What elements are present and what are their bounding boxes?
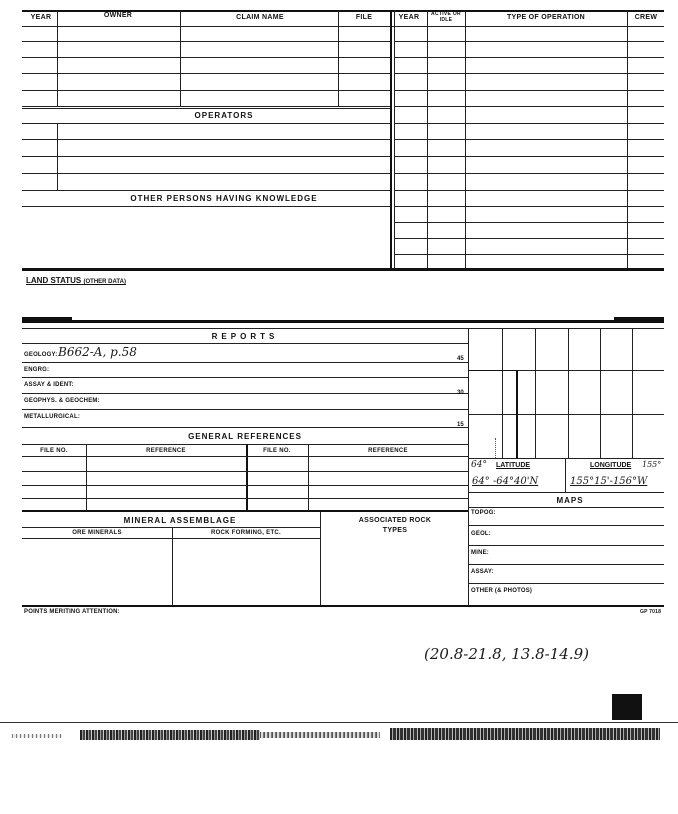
col-claim-name-header: CLAIM NAME bbox=[236, 14, 284, 21]
gr-file-no-2: FILE NO. bbox=[263, 448, 291, 454]
gr-file-no-1: FILE NO. bbox=[40, 448, 68, 454]
col-year2-header: YEAR bbox=[398, 14, 420, 21]
geophys-geochem-label: GEOPHYS. & GEOCHEM: bbox=[24, 398, 100, 404]
mineral-assemblage-title: MINERAL ASSEMBLAGE bbox=[123, 516, 237, 525]
longitude-value: 155°15'-156°W bbox=[570, 476, 648, 487]
rock-forming-header: ROCK FORMING, ETC. bbox=[210, 530, 282, 536]
coordinate-annotation: (20.8-21.8, 13.8-14.9) bbox=[424, 645, 589, 663]
maps-topog: TOPOG: bbox=[471, 510, 496, 516]
scan-noise bbox=[0, 688, 678, 758]
geology-label: GEOLOGY: bbox=[24, 352, 58, 358]
maps-title: MAPS bbox=[556, 496, 584, 505]
geology-value: B662-A, p.58 bbox=[58, 345, 137, 359]
lon-prefix: 155° bbox=[642, 460, 662, 469]
maps-mine: MINE: bbox=[471, 550, 489, 556]
gr-reference-2: REFERENCE bbox=[368, 448, 408, 454]
assay-ident-label: ASSAY & IDENT: bbox=[24, 382, 74, 388]
reports-title: REPORTS bbox=[211, 332, 279, 341]
gr-reference-1: REFERENCE bbox=[146, 448, 186, 454]
scale-45: 45 bbox=[457, 356, 464, 362]
general-references-title: GENERAL REFERENCES bbox=[188, 432, 302, 441]
associated-rock-types-header: ASSOCIATED ROCK TYPES bbox=[358, 517, 432, 534]
operators-title: OPERATORS bbox=[194, 111, 254, 120]
land-status-label: LAND STATUS (OTHER DATA) bbox=[26, 276, 126, 285]
longitude-label: LONGITUDE bbox=[590, 462, 632, 469]
points-meriting-attention: POINTS MERITING ATTENTION: bbox=[24, 609, 120, 615]
col-active-header: ACTIVE OR IDLE bbox=[431, 11, 461, 23]
lat-prefix: 64° bbox=[471, 460, 487, 470]
ore-minerals-header: ORE MINERALS bbox=[72, 530, 122, 536]
latitude-label: LATITUDE bbox=[496, 462, 531, 469]
scale-15: 15 bbox=[457, 422, 464, 428]
form-number: GP 7018 bbox=[640, 609, 662, 615]
maps-assay: ASSAY: bbox=[471, 569, 494, 575]
col-type-of-operation-header: TYPE OF OPERATION bbox=[506, 14, 586, 21]
engrg-label: ENGRG: bbox=[24, 367, 50, 373]
col-year-header: YEAR bbox=[30, 14, 52, 21]
other-persons-title: OTHER PERSONS HAVING KNOWLEDGE bbox=[130, 194, 318, 203]
scale-30: 30 bbox=[457, 390, 464, 396]
col-file-header: FILE bbox=[355, 14, 373, 21]
maps-other: OTHER (& PHOTOS) bbox=[471, 588, 533, 594]
col-crew-header: CREW bbox=[634, 14, 658, 21]
col-owner-header: OWNER bbox=[103, 12, 133, 19]
metallurgical-label: METALLURGICAL: bbox=[24, 414, 81, 420]
maps-geol: GEOL: bbox=[471, 531, 491, 537]
latitude-value: 64° -64°40'N bbox=[472, 476, 539, 487]
